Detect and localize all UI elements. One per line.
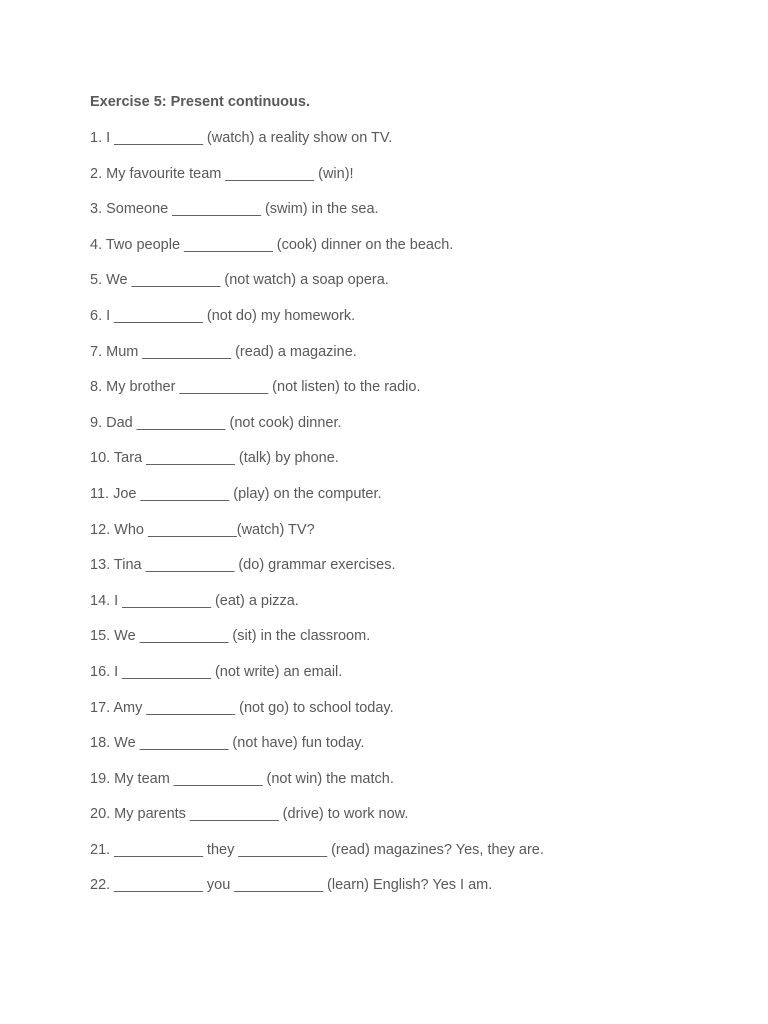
exercise-item-20: 20. My parents ___________ (drive) to work now.	[90, 806, 409, 823]
exercise-item-9: 9. Dad ___________ (not cook) dinner.	[90, 414, 342, 431]
exercise-item-11: 11. Joe ___________ (play) on the computer.	[90, 485, 382, 502]
exercise-item-21: 21. ___________ they ___________ (read) magazines? Yes, they are.	[90, 841, 544, 858]
exercise-item-4: 4. Two people ___________ (cook) dinner on the beach.	[90, 236, 454, 253]
worksheet-page	[90, 92, 730, 911]
exercise-item-13: 13. Tina ___________ (do) grammar exercises.	[90, 557, 396, 574]
exercise-item-22: 22. ___________ you ___________ (learn) English? Yes I am.	[90, 877, 493, 894]
exercise-item-18: 18. We ___________ (not have) fun today.	[90, 735, 365, 752]
exercise-item-5: 5. We ___________ (not watch) a soap opera.	[90, 272, 389, 289]
exercise-item-7: 7. Mum ___________ (read) a magazine.	[90, 343, 357, 360]
exercise-title: Exercise 5: Present continuous.	[90, 94, 310, 110]
exercise-item-10: 10. Tara ___________ (talk) by phone.	[90, 450, 339, 467]
exercise-item-16: 16. I ___________ (not write) an email.	[90, 663, 343, 680]
exercise-item-19: 19. My team ___________ (not win) the match.	[90, 770, 394, 787]
exercise-item-2: 2. My favourite team ___________ (win)!	[90, 165, 354, 182]
exercise-item-1: 1. I ___________ (watch) a reality show on TV.	[90, 130, 393, 146]
exercise-item-14: 14. I ___________ (eat) a pizza.	[90, 592, 299, 609]
exercise-item-6: 6. I ___________ (not do) my homework.	[90, 307, 356, 324]
exercise-item-8: 8. My brother ___________ (not listen) to the radio.	[90, 379, 421, 396]
exercise-item-12: 12. Who ___________(watch) TV?	[90, 521, 315, 538]
exercise-item-3: 3. Someone ___________ (swim) in the sea.	[90, 201, 379, 218]
exercise-item-15: 15. We ___________ (sit) in the classroom.	[90, 628, 371, 645]
exercise-list	[90, 128, 730, 911]
exercise-item-17: 17. Amy ___________ (not go) to school today.	[90, 699, 394, 716]
